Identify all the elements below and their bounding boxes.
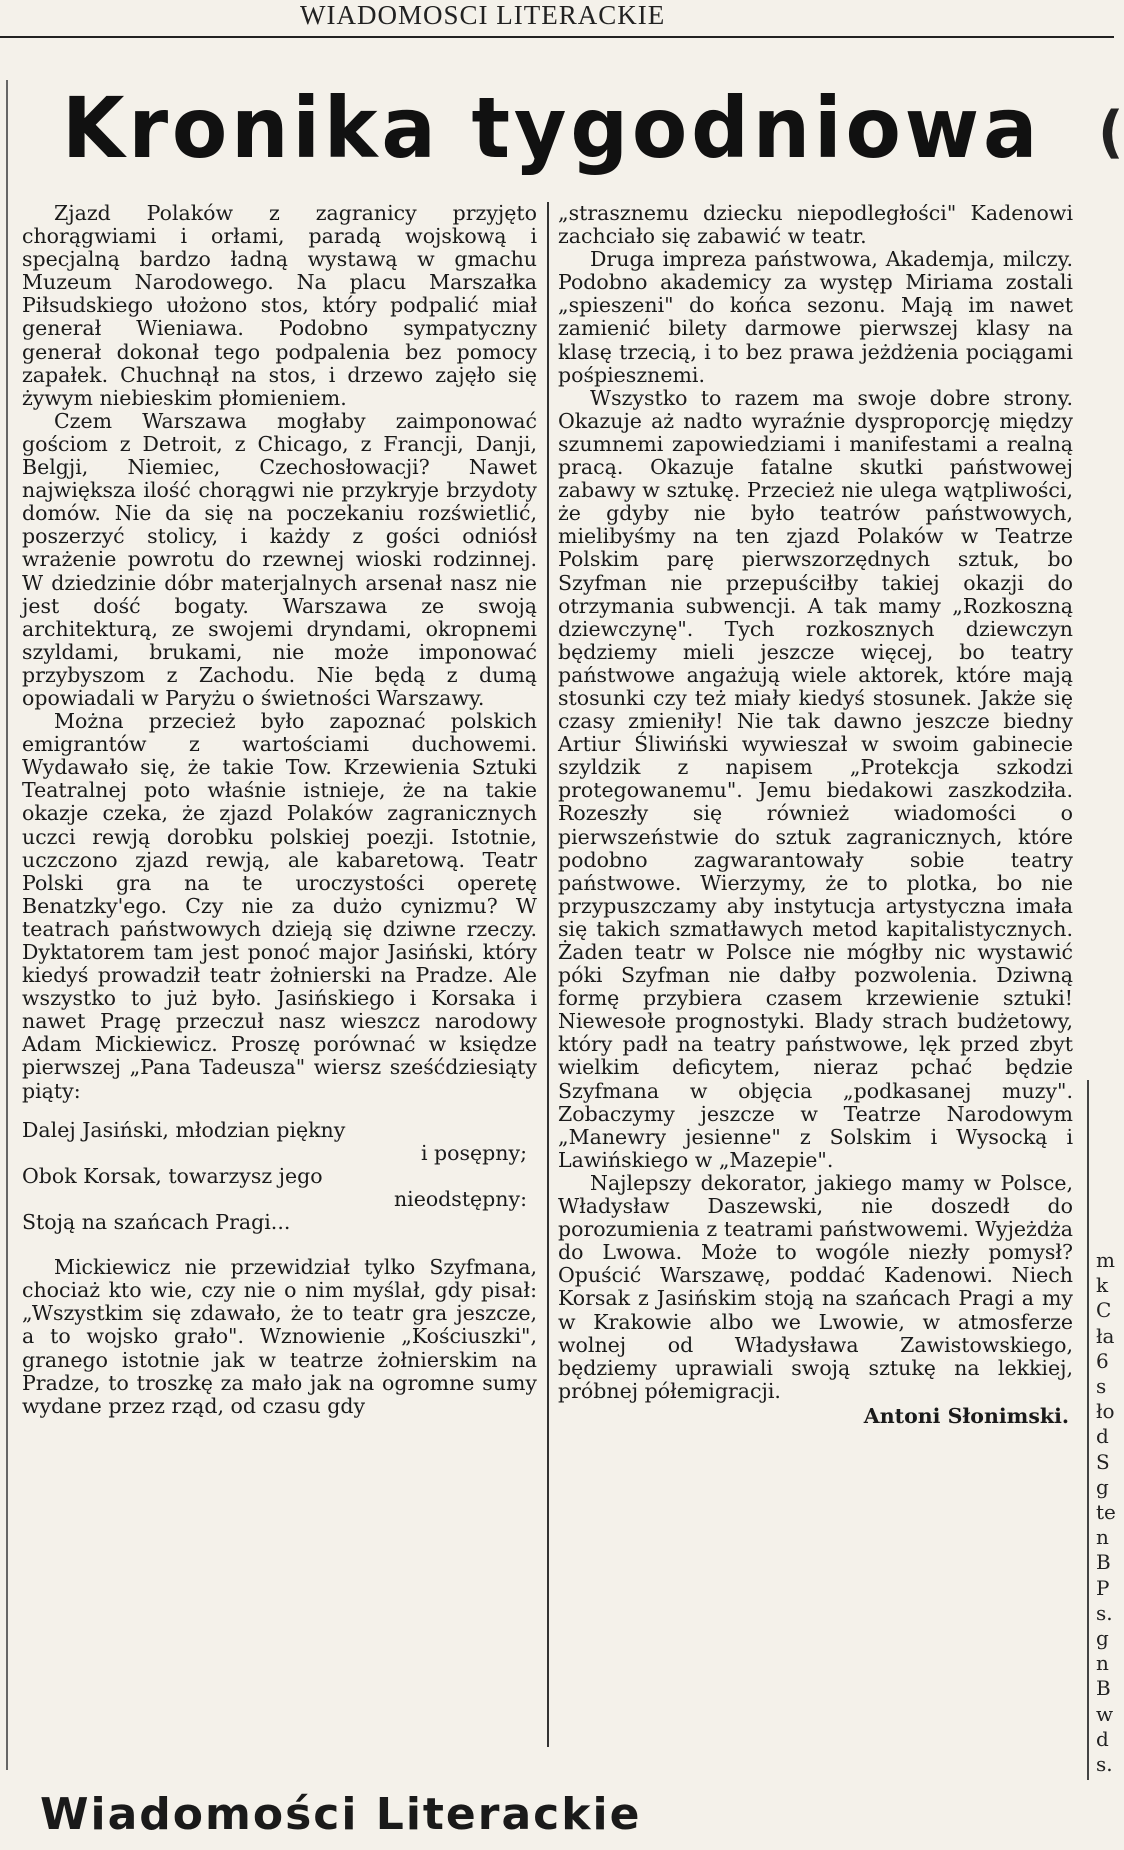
poem-line: Obok Korsak, towarzysz jego: [22, 1163, 323, 1188]
author-signature: Antoni Słonimski.: [863, 1403, 1069, 1428]
poem-line: Dalej Jasiński, młodzian piękny: [22, 1117, 346, 1142]
poem-line-continuation: nieodstępny:: [393, 1186, 527, 1211]
header-rule: [0, 36, 1114, 38]
page-header: [0, 0, 1114, 40]
cut-headline-text: Wiadomości Literackie: [40, 1789, 642, 1840]
paragraph: Można przecież było zapoznać polskich emigrantów z wartościami duchowemi. Wydawało się, że takie Tow. Krzewienia Sztuki Teatralnej poto właśnie istnieje, że na takie okazje czeka, że zjazd Polaków zagranicznych uczci rewją dorobku polskiej poezji. Istotnie, uczczono zjazd rewją, ale kabaretową. Teatr Polski gra na te uroczystości operetę Benatzky'ego. Czy nie za dużo cynizmu? W teatrach państwowych dzieją się dziwne rzeczy. Dyktatorem tam jest ponoć major Jasiński, który kiedyś prowadził teatr żołnierski na Pradze. Ale wszystko to już było. Jasińskiego i Korsaka i nawet Pragę przeczuł nasz wieszcz narodowy Adam Mickiewicz. Proszę porównać w księdze pierwszej „Pana Tadeusza" wiersz sześćdziesiąty piąty:: [22, 709, 537, 1103]
article-title: Kronika tygodniowa: [62, 79, 1042, 177]
column-divider: [547, 202, 549, 1747]
left-margin-rule: [6, 80, 8, 1770]
paragraph: Najlepszy dekorator, jakiego mamy w Polsce, Władysław Daszewski, nie doszedł do porozumienia z teatrami państwowemi. Wyjeżdża do Lwowa. Może to wogóle niezły pomysł? Opuścić Warszawę, poddać Kadenowi. Niech Korsak z Jasińskim stoją na szańcach Pragi a my w Krakowie albo we Lwowie, w atmosferze wolnej od Władysława Zawistowskiego, będziemy uprawiali swoją sztukę na lekkiej, próbnej półemigracji.: [558, 1170, 1073, 1403]
paragraph: Wszystko to razem ma swoje dobre strony. Okazuje aż nadto wyraźnie dysproporcję między szumnemi zapowiedziami i manifestami a realną pracą. Okazuje fatalne skutki państwowej zabawy w sztukę. Przecież nie ulega wątpliwości, że gdyby nie było teatrów państwowych, mielibyśmy na ten zjazd Polaków w Teatrze Polskim parę pierwszorzędnych sztuk, bo Szyfman nie przepuściłby takiej okazji do otrzymania subwencji. A tak mamy „Rozkoszną dziewczynę". Tych rozkosznych dziewczyn będziemy mieli jeszcze więcej, bo teatry państwowe angażują wiele aktorek, które mają stosunki czy też miały kiedyś stosunek. Jakże się czasy zmieniły! Nie tak dawno jeszcze biedny Artiur Śliwiński wywieszał w swoim gabinecie szyldzik z napisem „Protekcja szkodzi protegowanemu". Jemu biedakowi zaszkodziła. Rozeszły się również wiadomości o pierwszeństwie do sztuk zagranicznych, które podobno zagwarantowały sobie teatry państwowe. Wierzymy, że to plotka, bo nie przypuszczamy aby instytucja artystyczna imała się takich szmatławych metod kapitalistycznych. Żaden teatr w Polsce nie mógłby nic wystawić póki Szyfman nie dałby pozwolenia. Dziwną formę przybiera czasem krzewienie sztuki! Niewesołe prognostyki. Blady strach budżetowy, który padł na teatry państwowe, lęk przed zbyt wielkim deficytem, nieraz pchać będzie Szyfmana w objęcia „podkasanej muzy". Zobaczymy jeszcze w Teatrze Narodowym „Manewry jesienne" z Solskim i Wysocką i Lawińskiego w „Mazepie".: [558, 385, 1073, 1172]
neighbor-title-fragment: (: [1098, 100, 1124, 165]
paragraph: Zjazd Polaków z zagranicy przyjęto chorągwiami i orłami, paradą wojskową i specjalną bardzo ładną wystawą w gmachu Muzeum Narodowego. Na placu Marszałka Piłsudskiego ułożono stos, który podpalić miał generał Wieniawa. Podobno sympatyczny generał dokonał tego podpalenia bez pomocy zapałek. Chuchnął na stos, i drzewo zajęło się żywym niebieskim płomieniem.: [22, 201, 537, 410]
article-column-2: [558, 202, 1073, 1428]
paragraph-continuation: „strasznemu dziecku niepodległości" Kadenowi zachciało się zabawić w teatr.: [558, 201, 1073, 249]
neighbor-column-fragment: m k C ła 6 s ło d S g te n B P s. g n B w d s.: [1096, 1248, 1116, 1777]
article-column-1: [22, 202, 537, 1418]
right-column-rule: [1087, 1080, 1089, 1780]
poem-line: Stoją na szańcach Pragi...: [22, 1210, 291, 1235]
newspaper-masthead: WIADOMOSCI LITERACKIE: [300, 0, 666, 30]
poem-quote: [22, 1119, 537, 1234]
poem-line-continuation: i posępny;: [420, 1140, 527, 1165]
paragraph: Czem Warszawa mogłaby zaimponować gościom z Detroit, z Chicago, z Francji, Danji, Belgji, Niemiec, Czechosłowacji? Nawet największa ilość chorągwi nie przykryje brzydoty domów. Nie da się na poczekaniu rozświetlić, poszerzyć stolicy, i każdy z gości odniósł wrażenie powrotu do rzewnej wioski rodzinnej. W dziedzinie dóbr materjalnych arsenał nasz nie jest dość bogaty. Warszawa ze swoją architekturą, ze swojemi dryndami, okropnemi szyldami, brukami, nie może imponować przybyszom z Zachodu. Nie będą z dumą opowiadali w Paryżu o świetności Warszawy.: [22, 408, 537, 710]
bottom-cut-headline: [40, 1780, 1080, 1840]
paragraph: Mickiewicz nie przewidział tylko Szyfmana, chociaż kto wie, czy nie o nim myślał, gdy pisał: „Wszystkim się zdawało, że to teatr gra jeszcze, a to wojsko grało". Wznowienie „Kościuszki", granego istotnie jak w teatrze żołnierskim na Pradze, to troszkę za mało jak na ogromne sumy wydane przez rząd, od czasu gdy: [22, 1255, 537, 1418]
paragraph: Druga impreza państwowa, Akademja, milczy. Podobno akademicy za występ Miriama zostali „spieszeni" do końca sezonu. Mają im nawet zamienić bilety darmowe pierwszej klasy na klasę trzecią, i to bez prawa jeżdżenia pociągami pośpiesznemi.: [558, 247, 1073, 387]
